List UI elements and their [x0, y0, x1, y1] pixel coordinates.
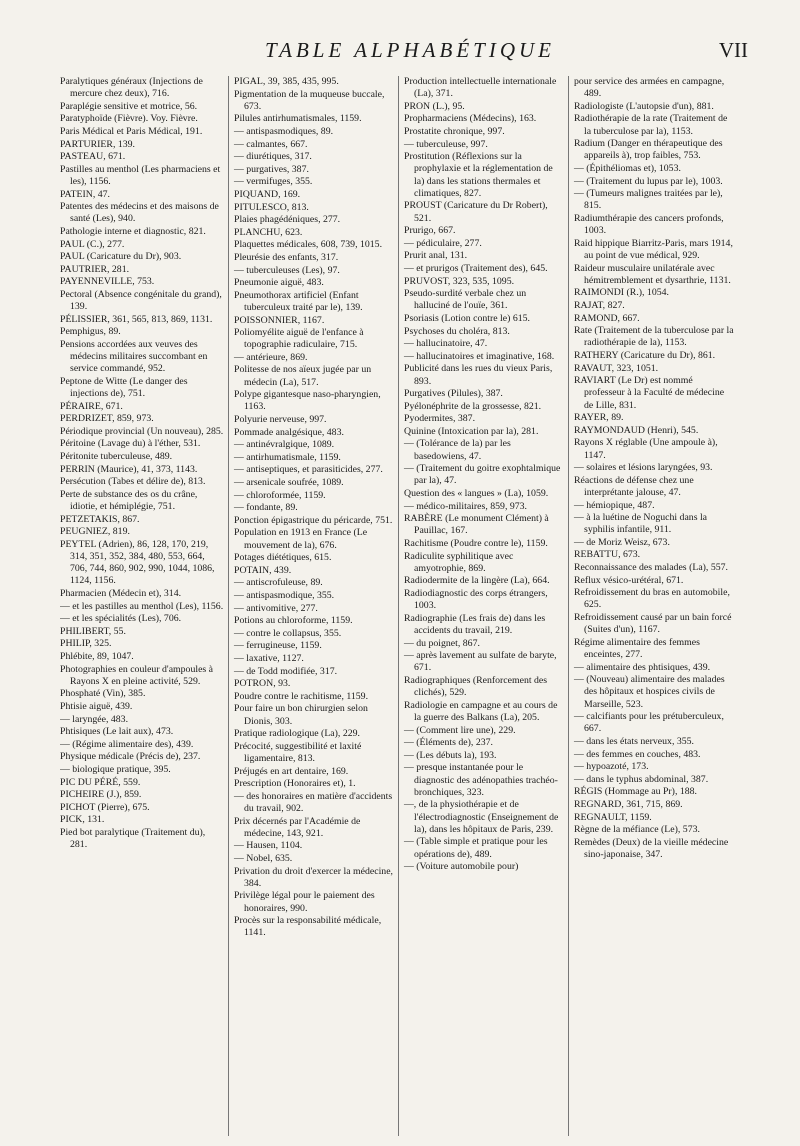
index-entry: — alimentaire des phtisiques, 439.	[574, 661, 711, 673]
index-entry: Radiothérapie de la rate (Traitement de la tuberculose par la), 1153.	[574, 113, 728, 137]
index-entry: Paris Médical et Paris Médical, 191.	[60, 125, 203, 137]
index-entry: RABÈRE (Le monument Clément) à Pauillac, 167.	[404, 513, 549, 537]
index-entry: Paralytiques généraux (Injections de mercure chez deux), 716.	[60, 76, 203, 100]
index-entry: Paratyphoïde (Fièvre). Voy. Fièvre.	[60, 113, 198, 125]
index-entry: RAJAT, 827.	[574, 299, 625, 311]
index-entry: Radiodiagnostic des corps étrangers, 1003.	[404, 588, 548, 612]
index-entry: Phosphaté (Vin), 385.	[60, 688, 146, 700]
index-entry: Pratique radiologique (La), 229.	[234, 728, 360, 740]
index-entry: — du poignet, 867.	[404, 637, 480, 649]
index-entry: Péritoine (Lavage du) à l'éther, 531.	[60, 438, 201, 450]
index-entry: — diurétiques, 317.	[234, 151, 312, 163]
index-entry: Pour faire un bon chirurgien selon Dionis, 303.	[234, 703, 368, 727]
index-entry: Refroidissement du bras en automobile, 625.	[574, 587, 730, 611]
index-entry: Prescription (Honoraires et), 1.	[234, 778, 356, 790]
index-entry: Publicité dans les rues du vieux Paris, 893.	[404, 363, 553, 387]
index-entry: Potions au chloroforme, 1159.	[234, 615, 353, 627]
index-entry: — presque instantanée pour le diagnostic des adénopathies trachéo-bronchiques, 323.	[404, 762, 558, 798]
index-entry: POTRON, 93.	[234, 678, 291, 690]
index-entry: PRON (L.), 95.	[404, 100, 465, 112]
index-entry: Persécution (Tabes et délire de), 813.	[60, 476, 206, 488]
index-entry: Phlébite, 89, 1047.	[60, 651, 134, 663]
index-entry: RAVAUT, 323, 1051.	[574, 362, 659, 374]
index-entry: Pyodermites, 387.	[404, 413, 476, 425]
index-entry: — tuberculeuses (Les), 97.	[234, 264, 340, 276]
index-entry: Régime alimentaire des femmes enceintes, 277.	[574, 636, 700, 661]
index-entry: RATHERY (Caricature du Dr), 861.	[574, 349, 716, 361]
index-entry: Raideur musculaire unilatérale avec hémitremblement et dysarthrie, 1131.	[574, 262, 731, 286]
index-entry: REBATTU, 673.	[574, 549, 641, 561]
index-entry: — et les spécialités (Les), 706.	[60, 613, 182, 625]
index-entry: — (Épithéliomas et), 1053.	[574, 162, 681, 174]
index-entry: Phtisie aiguë, 439.	[60, 701, 133, 712]
index-entry: Perte de substance des os du crâne, idiotie, et hémiplégie, 751.	[60, 488, 198, 513]
index-entry: PICK, 131.	[60, 814, 105, 826]
index-entry: Radiologie en campagne et au cours de la guerre des Balkans (La), 205.	[404, 699, 558, 724]
index-entry: PHILIBERT, 55.	[60, 625, 126, 637]
index-entry: Raid hippique Biarritz-Paris, mars 1914, au point de vue médical, 929.	[574, 237, 733, 261]
index-entry: — (Traitement du lupus par le), 1003.	[574, 175, 723, 187]
index-entry: Population en 1913 en France (Le mouvement de la), 676.	[234, 527, 368, 551]
index-entry: — (Éléments de), 237.	[404, 737, 493, 749]
index-entry: Poudre contre le rachitisme, 1159.	[234, 690, 369, 702]
index-entry: Peptone de Witte (Le danger des injections de), 751.	[60, 375, 188, 400]
index-entry: Précocité, suggestibilité et laxité ligamentaire, 813.	[234, 740, 362, 764]
index-entry: Photographies en couleur d'ampoules à Rayons X en pleine activité, 529.	[60, 663, 214, 687]
index-entry: PLANCHU, 623.	[234, 226, 303, 238]
index-entry: Polype gigantesque naso-pharyngien, 1163.	[234, 389, 381, 413]
index-entry: — biologique pratique, 395.	[60, 763, 171, 775]
index-entry: Prix décernés par l'Académie de médecine, 143, 921.	[234, 815, 361, 839]
index-columns	[60, 76, 768, 1136]
index-entry: — Hausen, 1104.	[234, 840, 303, 852]
index-entry: Pneumonie aiguë, 483.	[234, 277, 324, 289]
index-entry: — (Les débuts la), 193.	[404, 749, 497, 761]
index-entry: Radiologiste (L'autopsie d'un), 881.	[574, 100, 714, 112]
index-entry: — (Régime alimentaire des), 439.	[60, 738, 194, 750]
index-entry: — et les pastilles au menthol (Les), 1156.	[60, 600, 224, 612]
index-entry: RAIMONDI (R.), 1054.	[574, 287, 669, 299]
index-entry: PROUST (Caricature du Dr Robert), 521.	[404, 200, 548, 224]
index-entry: — hémiopique, 487.	[574, 499, 655, 511]
index-entry: — et prurigos (Traitement des), 645.	[404, 262, 548, 274]
index-column-2	[228, 76, 398, 1136]
index-entry: — chloroformée, 1159.	[234, 489, 326, 501]
index-entry: — Nobel, 635.	[234, 852, 293, 864]
index-entry: — hallucinatoires et imaginative, 168.	[404, 350, 555, 362]
index-entry: — calmantes, 667.	[234, 138, 308, 150]
index-entry: — vermifuges, 355.	[234, 176, 313, 188]
index-entry: Radiographie (Les frais de) dans les accidents du travail, 219.	[404, 612, 546, 637]
index-entry: — de Moriz Weisz, 673.	[574, 536, 670, 548]
index-entry: Ponction épigastrique du péricarde, 751.	[234, 514, 393, 526]
index-entry: — (Tolérance de la) par les basedowiens, 47.	[404, 438, 511, 462]
index-entry: PAYENNEVILLE, 753.	[60, 276, 155, 288]
index-entry: Radiumthérapie des cancers profonds, 1003.	[574, 212, 724, 237]
index-entry: Polyurie nerveuse, 997.	[234, 414, 327, 426]
index-entry: Reconnaissance des malades (La), 557.	[574, 562, 728, 574]
index-entry: Refroidissement causé par un bain forcé (Suites d'un), 1167.	[574, 612, 732, 636]
index-entry: Politesse de nos aïeux jugée par un médecin (La), 517.	[234, 364, 372, 388]
index-entry: Remèdes (Deux) de la vieille médecine sino-japonaise, 347.	[574, 836, 729, 860]
index-entry: PIQUAND, 169.	[234, 188, 301, 200]
index-entry: Pastilles au menthol (Les pharmaciens et les), 1156.	[60, 163, 221, 187]
index-entry: Privilège légal pour le paiement des honoraires, 990.	[234, 890, 375, 914]
index-entry: Potages diététiques, 615.	[234, 552, 332, 564]
page-header	[58, 38, 762, 72]
index-entry: Phtisiques (Le lait aux), 473.	[60, 726, 174, 738]
index-entry: — laxative, 1127.	[234, 652, 304, 664]
index-entry: PERRIN (Maurice), 41, 373, 1143.	[60, 463, 198, 475]
index-entry: — antiscrofuleuse, 89.	[234, 577, 323, 589]
index-entry: Psychoses du choléra, 813.	[404, 325, 510, 337]
index-entry: PARTURIER, 139.	[60, 138, 135, 150]
index-entry: Reflux vésico-urétéral, 671.	[574, 574, 684, 586]
index-entry: Propharmaciens (Médecins), 163.	[404, 113, 537, 125]
index-entry: RAVIART (Le Dr) est nommé professeur à la Faculté de médecine de Lille, 831.	[574, 375, 725, 411]
index-entry: PIGAL, 39, 385, 435, 995.	[234, 76, 339, 87]
index-entry: — purgatives, 387.	[234, 163, 309, 175]
index-entry: — pédiculaire, 277.	[404, 237, 482, 249]
index-entry: POISSONNIER, 1167.	[234, 314, 325, 326]
index-entry: — antispasmodiques, 89.	[234, 125, 334, 137]
index-entry: — (Table simple et pratique pour les opérations de), 489.	[404, 836, 548, 860]
index-entry: Radiodermite de la lingère (La), 664.	[404, 575, 550, 587]
index-entry: Radiographiques (Renforcement des clichés), 529.	[404, 675, 548, 699]
index-entry: PAUL (C.), 277.	[60, 238, 125, 250]
index-entry: pour service des armées en campagne, 489.	[574, 76, 725, 100]
index-entry: — des femmes en couches, 483.	[574, 748, 701, 760]
index-entry: — (Tumeurs malignes traitées par le), 815.	[574, 188, 723, 212]
index-column-1	[60, 76, 228, 1136]
index-entry: — arsenicale soufrée, 1089.	[234, 477, 344, 489]
index-entry: Règne de la méfiance (Le), 573.	[574, 824, 700, 836]
index-entry: — médico-militaires, 859, 973.	[404, 500, 527, 512]
index-entry: Procès sur la responsabilité médicale, 1141.	[234, 915, 382, 939]
index-entry: PITULESCO, 813.	[234, 201, 309, 213]
index-entry: PASTEAU, 671.	[60, 151, 126, 163]
index-entry: POTAIN, 439.	[234, 564, 292, 576]
index-entry: Pectoral (Absence congénitale du grand), 139.	[60, 288, 222, 313]
index-entry: PAUL (Caricature du Dr), 903.	[60, 251, 182, 263]
index-entry: Périodique provincial (Un nouveau), 285.	[60, 425, 224, 437]
index-entry: Rate (Traitement de la tuberculose par la radiothérapie de la), 1153.	[574, 325, 734, 349]
index-entry: Pharmacien (Médecin et), 314.	[60, 588, 182, 600]
index-entry: — fondante, 89.	[234, 502, 298, 514]
index-entry: REGNARD, 361, 715, 869.	[574, 799, 683, 811]
page-title: TABLE ALPHABÉTIQUE	[265, 38, 555, 62]
index-entry: — solaires et lésions laryngées, 93.	[574, 462, 713, 474]
index-entry: Prostitution (Réflexions sur la prophylaxie et la réglementation de la) dans les stations thermales et climatiques, 827.	[404, 151, 553, 199]
index-entry: Prostatite chronique, 997.	[404, 125, 505, 137]
index-entry: Pigmentation de la muqueuse buccale, 673.	[234, 88, 385, 112]
index-entry: — dans les états nerveux, 355.	[574, 736, 694, 748]
index-entry: —, de la physiothérapie et de l'électrodiagnostic (Enseignement de la), dans les hôpitaux de Paris, 239.	[404, 799, 559, 835]
index-entry: Pemphigus, 89.	[60, 326, 121, 338]
index-entry: Pleurésie des enfants, 317.	[234, 251, 339, 263]
index-entry: — ferrugineuse, 1159.	[234, 640, 322, 652]
page-number: VII	[718, 38, 748, 62]
index-column-4	[568, 76, 738, 1136]
index-entry: — antispasmodique, 355.	[234, 590, 335, 601]
index-entry: — tuberculeuse, 997.	[404, 138, 488, 150]
index-entry: Question des « langues » (La), 1059.	[404, 488, 549, 500]
index-entry: PEUGNIEZ, 819.	[60, 526, 130, 538]
index-entry: — (Traitement du goitre exophtalmique par la), 47.	[404, 463, 561, 487]
index-entry: PEYTEL (Adrien), 86, 128, 170, 219, 314, 351, 352, 384, 480, 553, 664, 706, 744, 860, 902, 990, 1044, 1086, 1124, 1156.	[60, 538, 215, 587]
index-entry: Prurigo, 667.	[404, 225, 456, 237]
index-entry: — antivomitive, 277.	[234, 602, 318, 614]
index-entry: Rachitisme (Poudre contre le), 1159.	[404, 538, 548, 550]
index-entry: — après lavement au sulfate de baryte, 671.	[404, 650, 557, 674]
index-entry: Rayons X réglable (Une ampoule à), 1147.	[574, 437, 718, 461]
index-entry: PICHEIRE (J.), 859.	[60, 789, 142, 801]
index-entry: Pseudo-surdité verbale chez un halluciné de l'ouïe, 361.	[404, 288, 527, 312]
index-entry: — antiseptiques, et parasiticides, 277.	[234, 464, 383, 476]
index-entry: — de Todd modifiée, 317.	[234, 665, 338, 677]
index-entry: — des honoraires en matière d'accidents du travail, 902.	[234, 790, 393, 814]
index-entry: PICHOT (Pierre), 675.	[60, 801, 150, 813]
index-entry: PÉRAIRE, 671.	[60, 400, 123, 412]
index-column-3	[398, 76, 568, 1136]
index-entry: Production intellectuelle internationale (La), 371.	[404, 76, 557, 100]
index-entry: Pneumothorax artificiel (Enfant tuberculeux traité par le), 139.	[234, 289, 363, 313]
index-entry: — contre le collapsus, 355.	[234, 627, 342, 639]
index-entry: Pensions accordées aux veuves des médecins militaires succombant en service commandé, 952.	[60, 338, 208, 375]
index-entry: Pathologie interne et diagnostic, 821.	[60, 225, 206, 237]
index-entry: Prurit anal, 131.	[404, 250, 468, 262]
index-entry: — antirhumatismale, 1159.	[234, 451, 341, 463]
index-entry: Psoriasis (Lotion contre le) 615.	[404, 312, 530, 324]
index-entry: Pyélonéphrite de la grossesse, 821.	[404, 400, 542, 412]
index-entry: — antinévralgique, 1089.	[234, 439, 335, 451]
index-entry: — calcifiants pour les prétuberculeux, 667.	[574, 711, 724, 735]
index-entry: — hallucinatoire, 47.	[404, 338, 488, 350]
index-entry: Radium (Danger en thérapeutique des appareils à), trop faibles, 753.	[574, 138, 723, 162]
index-entry: PERDRIZET, 859, 973.	[60, 413, 154, 425]
index-entry: PIC DU PÉRÉ, 559.	[60, 776, 141, 788]
index-entry: Pilules antirhumatismales, 1159.	[234, 113, 362, 125]
index-entry: REGNAULT, 1159.	[574, 811, 652, 823]
index-entry: Patentes des médecins et des maisons de santé (Les), 940.	[60, 201, 219, 225]
index-entry: — (Nouveau) alimentaire des malades des hôpitaux et hospices civils de Marseille, 523.	[574, 674, 725, 710]
index-entry: — dans le typhus abdominal, 387.	[574, 773, 709, 785]
index-entry: PAUTRIER, 281.	[60, 263, 130, 275]
index-entry: PATEIN, 47.	[60, 188, 110, 200]
index-entry: Préjugés en art dentaire, 169.	[234, 765, 349, 777]
index-entry: — à la luétine de Noguchi dans la syphilis infantile, 911.	[574, 512, 708, 536]
index-entry: — (Comment lire une), 229.	[404, 724, 516, 736]
index-entry: Plaquettes médicales, 608, 739, 1015.	[234, 239, 383, 251]
index-entry: Radiculite syphilitique avec amyotrophie, 869.	[404, 550, 514, 574]
index-entry: RAYMONDAUD (Henri), 545.	[574, 424, 699, 436]
index-entry: RAMOND, 667.	[574, 312, 640, 324]
index-entry: Purgatives (Pilules), 387.	[404, 388, 503, 400]
index-entry: Physique médicale (Précis de), 237.	[60, 751, 201, 763]
index-entry: Réactions de défense chez une interprétante jalouse, 47.	[574, 474, 694, 498]
index-entry: RÉGIS (Hommage au Pr), 188.	[574, 786, 697, 798]
index-entry: — antérieure, 869.	[234, 351, 308, 363]
index-entry: Plaies phagédéniques, 277.	[234, 214, 341, 226]
index-entry: PÉLISSIER, 361, 565, 813, 869, 1131.	[60, 313, 213, 325]
index-entry: RAYER, 89.	[574, 412, 624, 424]
index-entry: PRUVOST, 323, 535, 1095.	[404, 275, 515, 287]
index-entry: — hypoazoté, 173.	[574, 761, 649, 773]
index-entry: — (Voiture automobile pour)	[404, 861, 519, 873]
index-entry: PETZETAKIS, 867.	[60, 513, 140, 525]
index-entry: PHILIP, 325.	[60, 638, 112, 650]
index-entry: Péritonite tuberculeuse, 489.	[60, 451, 173, 463]
index-entry: Paraplégie sensitive et motrice, 56.	[60, 100, 198, 112]
index-entry: Privation du droit d'exercer la médecine, 384.	[234, 865, 393, 889]
index-entry: Quinine (Intoxication par la), 281.	[404, 425, 539, 437]
index-entry: Poliomyélite aiguë de l'enfance à topographie radiculaire, 715.	[234, 327, 364, 351]
index-entry: Pied bot paralytique (Traitement du), 281.	[60, 826, 206, 851]
index-entry: — laryngée, 483.	[60, 713, 129, 725]
index-entry: Pommade analgésique, 483.	[234, 426, 344, 438]
